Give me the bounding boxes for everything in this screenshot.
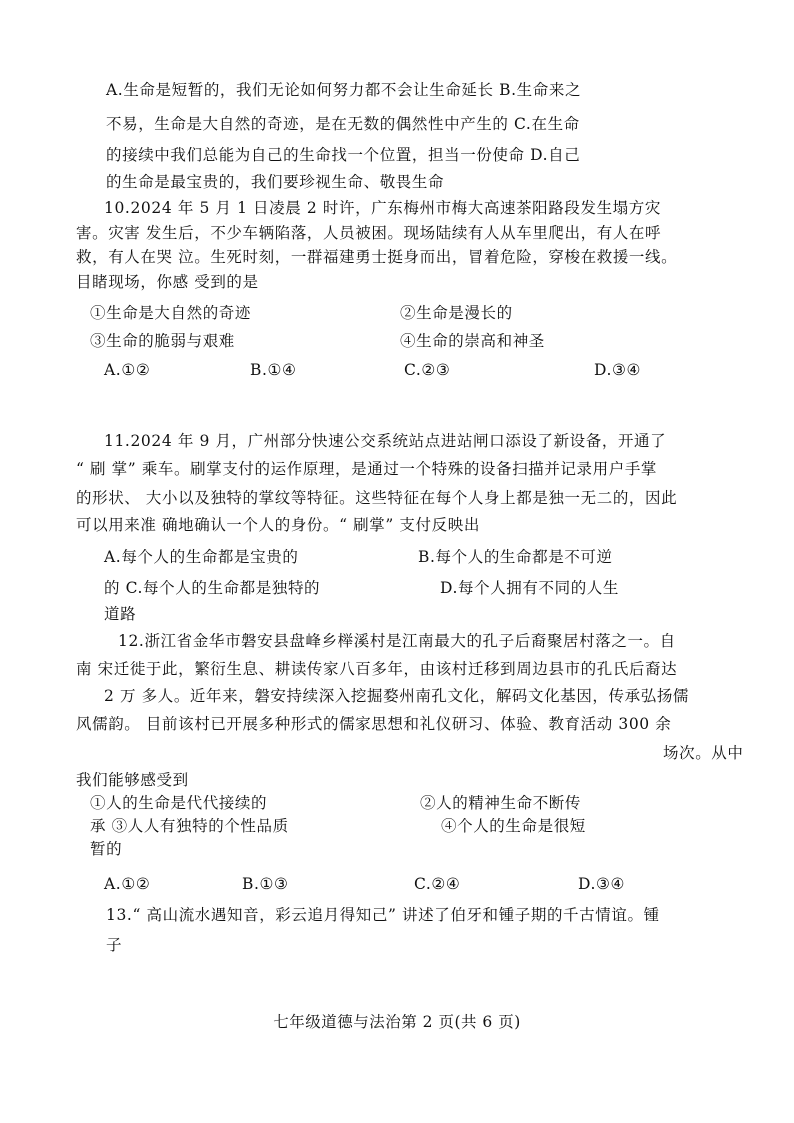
q12-stem-line: 12.浙江省金华市磐安县盘峰乡榉溪村是江南最大的孔子后裔聚居村落之一。自 <box>118 632 676 650</box>
q9-option-line: A.生命是短暂的，我们无论如何努力都不会让生命延长 B.生命来之 <box>106 81 582 99</box>
q12-stem-line: 场次。从中 <box>663 744 744 762</box>
q9-option-line: 的生命是最宝贵的，我们要珍视生命、敬畏生命 <box>106 173 445 191</box>
q10-stem-line: 目睹现场，你感 受到的是 <box>76 273 259 291</box>
q10-stem-line: 10.2024 年 5 月 1 日凌晨 2 时许，广东梅州市梅大高速茶阳路段发生塌方灾 <box>104 199 661 217</box>
q10-choice-a: A.①② <box>104 361 151 379</box>
q10-item: ①生命是大自然的奇迹 <box>90 304 252 322</box>
q12-item: 承 ③人人有独特的个性品质 <box>90 817 289 835</box>
q12-stem-line: 2 万 多人。近年来，磐安持续深入挖掘婺州南孔文化，解码文化基因，传承弘扬儒 <box>104 687 690 705</box>
q10-item: ②生命是漫长的 <box>400 304 513 322</box>
q12-choice-d: D.③④ <box>578 875 625 893</box>
q9-option-line: 不易，生命是大自然的奇迹，是在无数的偶然性中产生的 C.在生命 <box>106 115 580 133</box>
q12-stem-line: 南 宋迁徙于此，繁衍生息、耕读传家八百多年，由该村迁移到周边县市的孔氏后裔达 <box>76 660 678 678</box>
q11-stem-line: 11.2024 年 9 月，广州部分快速公交系统站点进站闸口添设了新设备，开通了 <box>104 432 667 450</box>
q11-stem-line: “ 刷 掌” 乘车。刷掌支付的运作原理，是通过一个特殊的设备扫描并记录用户手掌 <box>76 460 658 478</box>
q12-stem-line: 风儒韵。 目前该村已开展多种形式的儒家思想和礼仪研习、体验、教育活动 300 余 <box>76 715 672 733</box>
q12-item: 暂的 <box>90 840 123 858</box>
q12-stem-line: 我们能够感受到 <box>76 771 189 789</box>
q9-option-line: 的接续中我们总能为自己的生命找一个位置，担当一份使命 D.自己 <box>106 146 581 164</box>
q12-choice-b: B.①③ <box>242 875 289 893</box>
q10-item: ④生命的崇高和神圣 <box>400 332 545 350</box>
q11-stem-line: 可以用来准 确地确认一个人的身份。“ 刷掌” 支付反映出 <box>76 516 480 534</box>
q11-option-a: A.每个人的生命都是宝贵的 <box>104 548 299 566</box>
q10-choice-b: B.①④ <box>250 361 297 379</box>
q11-option-tail: 道路 <box>104 605 137 623</box>
q10-choice-d: D.③④ <box>594 361 641 379</box>
q11-option-c-line: 的 C.每个人的生命都是独特的 <box>104 579 321 597</box>
page-footer: 七年级道德与法治第 2 页(共 6 页) <box>273 1013 521 1031</box>
q12-item: ①人的生命是代代接续的 <box>90 794 268 812</box>
q13-stem-line: 子 <box>106 936 123 954</box>
q13-stem-line: 13.“ 高山流水遇知音，彩云追月得知己” 讲述了伯牙和锺子期的千古情谊。锺 <box>106 906 660 924</box>
q12-choice-c: C.②④ <box>414 875 461 893</box>
q12-choice-a: A.①② <box>104 875 151 893</box>
q11-stem-line: 的形状、 大小以及独特的掌纹等特征。这些特征在每个人身上都是独一无二的，因此 <box>76 489 678 507</box>
q11-option-d: D.每个人拥有不同的人生 <box>440 579 620 597</box>
q10-stem-line: 害。灾害 发生后，不少车辆陷落，人员被困。现场陆续有人从车里爬出，有人在呼 <box>76 224 662 242</box>
q10-stem-line: 救，有人在哭 泣。生死时刻，一群福建勇士挺身而出，冒着危险，穿梭在救援一线。 <box>76 248 678 266</box>
q10-item: ③生命的脆弱与艰难 <box>90 332 235 350</box>
q12-item: ④个人的生命是很短 <box>441 817 586 835</box>
q11-option-b: B.每个人的生命都是不可逆 <box>418 548 613 566</box>
q10-choice-c: C.②③ <box>404 361 451 379</box>
q12-item: ②人的精神生命不断传 <box>420 794 582 812</box>
